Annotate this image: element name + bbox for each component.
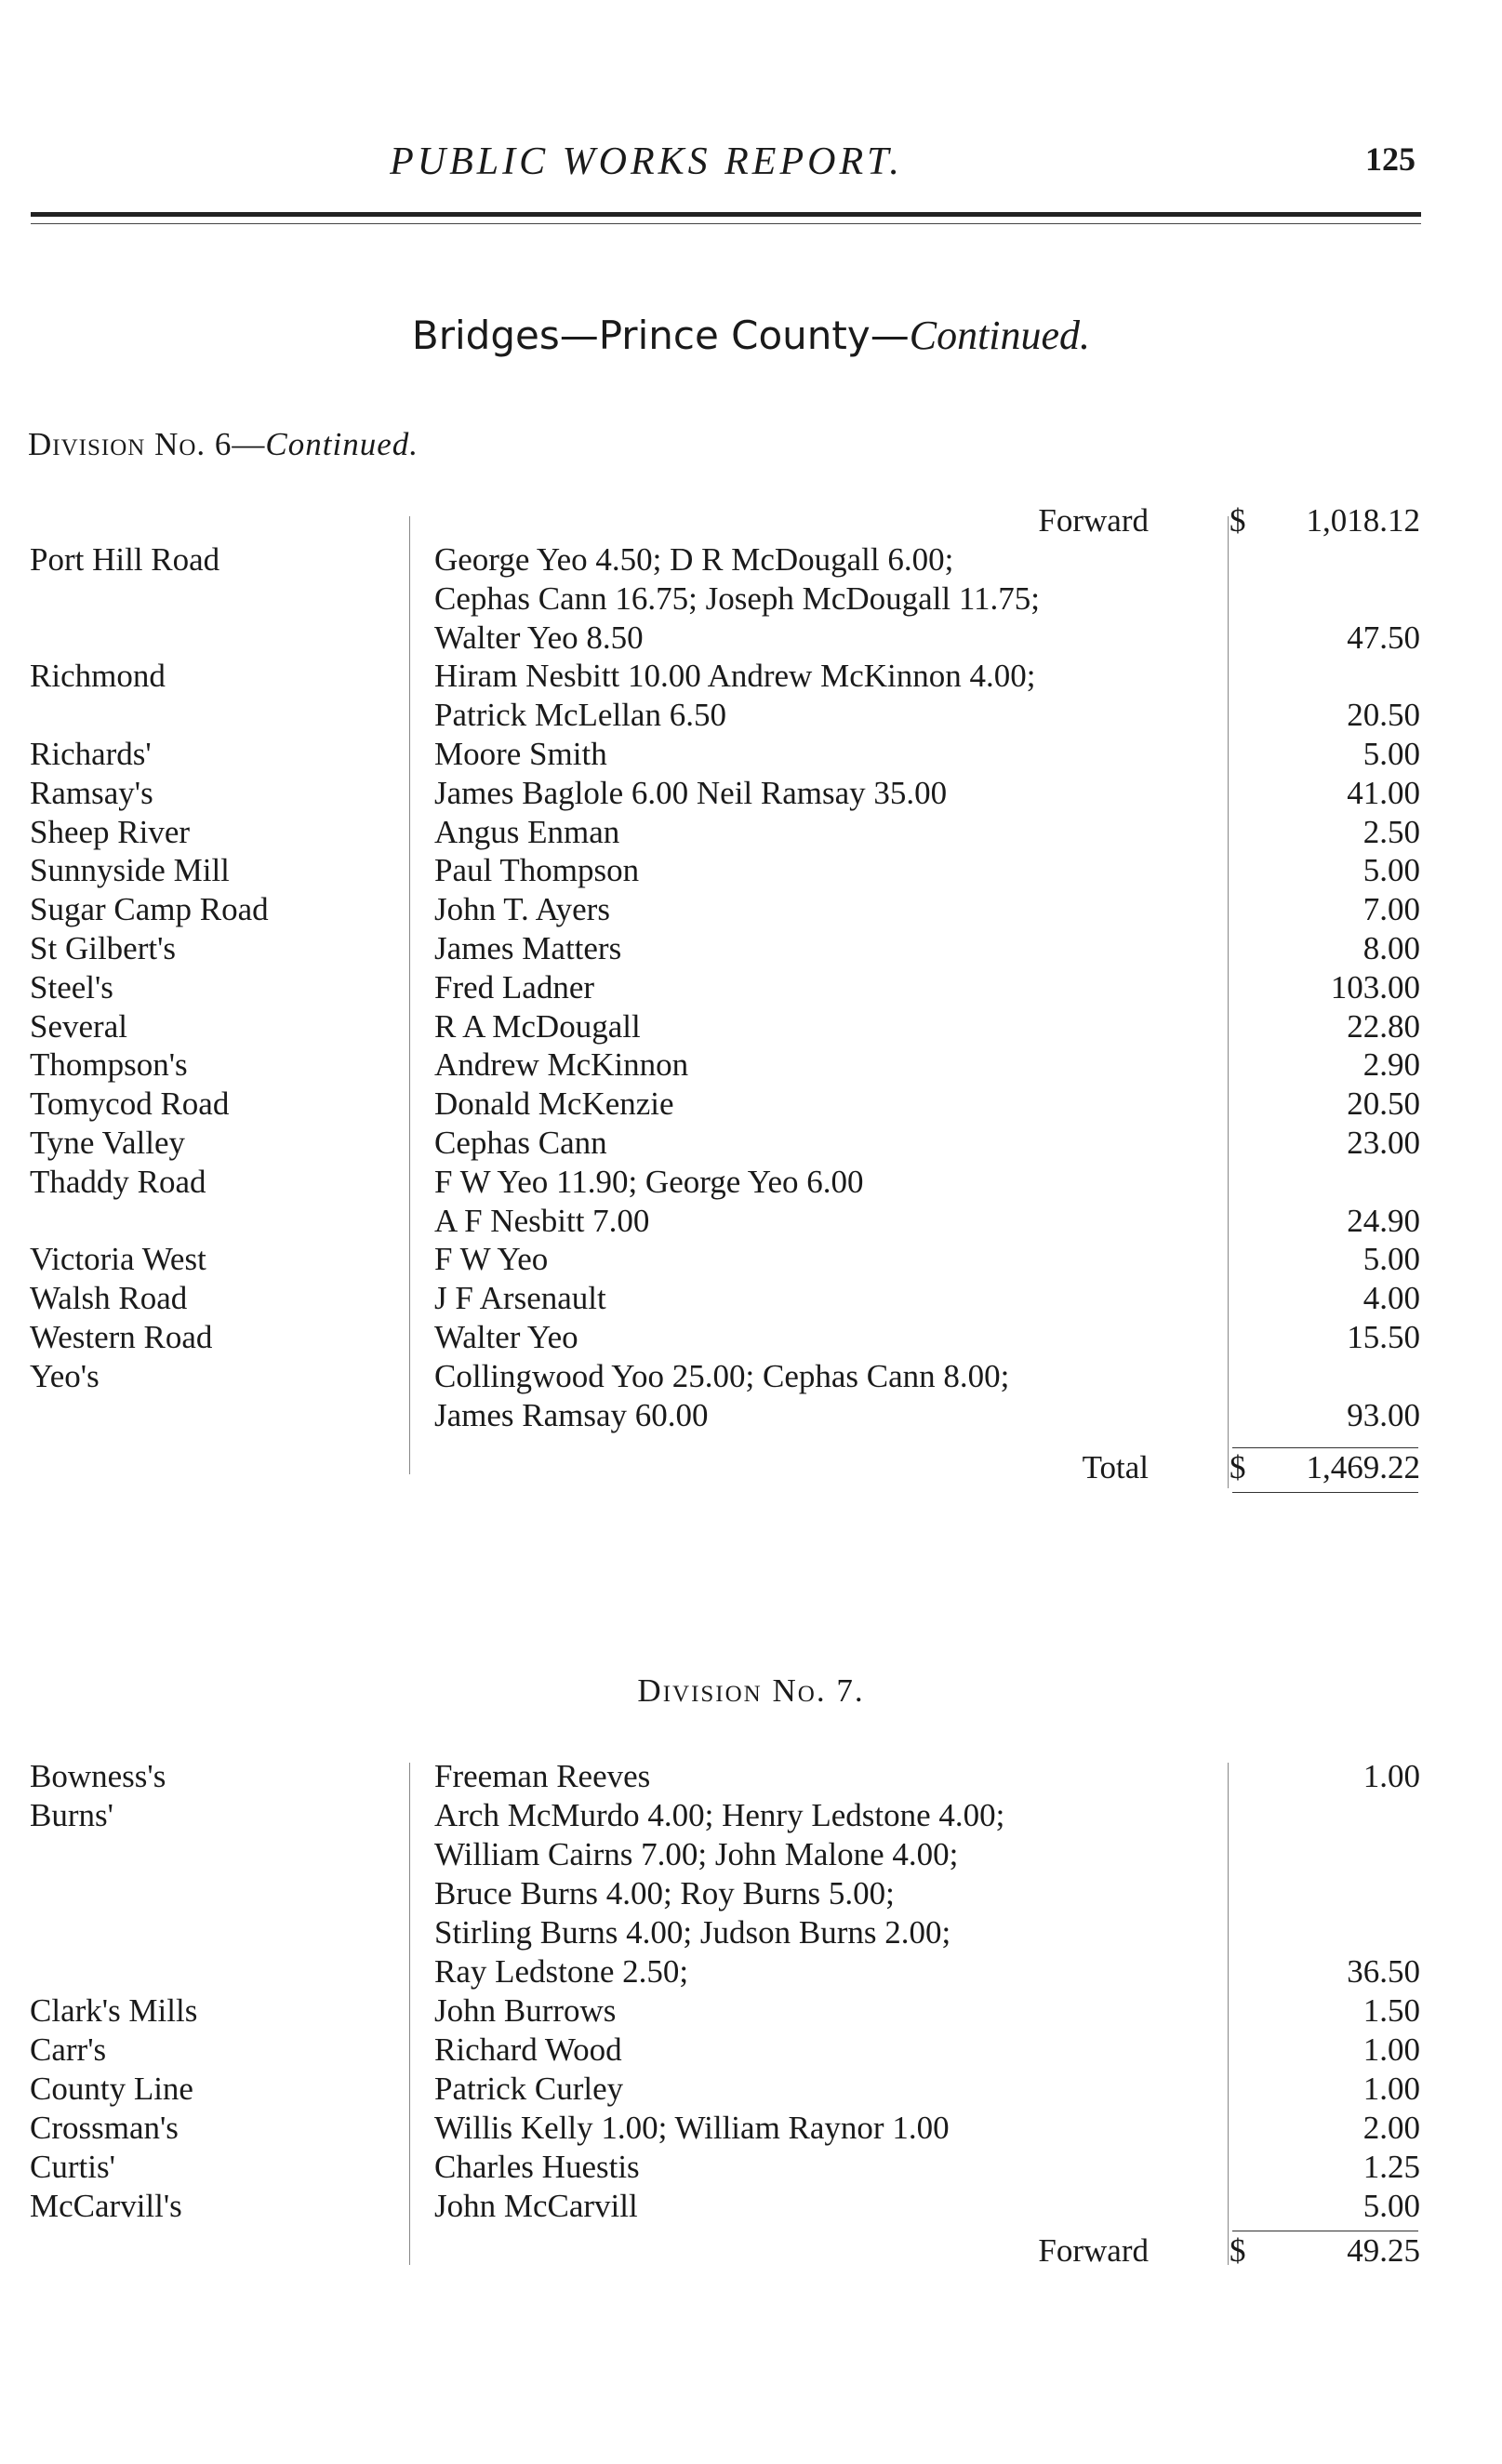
table-row	[0, 619, 1502, 659]
amount-cell: 41.00	[1347, 774, 1420, 811]
amount-cell: 1.25	[1362, 2149, 1420, 2185]
table-row	[0, 1164, 1502, 1203]
forward-row-7	[0, 2232, 1502, 2271]
table-row	[0, 1203, 1502, 1242]
description-cell: Stirling Burns 4.00; Judson Burns 2.00;	[434, 1914, 951, 1951]
location-cell: County Line	[30, 2071, 193, 2107]
description-cell: F W Yeo	[434, 1241, 549, 1278]
description-cell: Angus Enman	[434, 813, 620, 850]
description-cell: James Matters	[434, 930, 622, 966]
table-row	[0, 1397, 1502, 1436]
table-row	[0, 697, 1502, 736]
table-row	[0, 852, 1502, 891]
amount-cell: 2.50	[1362, 813, 1420, 850]
section-title-main: Bridges—Prince County—	[411, 313, 910, 358]
table-row	[0, 775, 1502, 814]
amount-cell: 1.00	[1362, 2071, 1420, 2107]
location-cell: Tyne Valley	[30, 1125, 186, 1161]
table-row	[0, 580, 1502, 619]
table-row	[0, 658, 1502, 697]
amount-cell: 2.90	[1362, 1046, 1420, 1084]
page-number: 125	[1365, 140, 1416, 178]
amount-cell: 5.00	[1362, 2188, 1420, 2224]
location-cell: Thaddy Road	[30, 1163, 206, 1200]
description-cell: Ray Ledstone 2.50;	[434, 1953, 689, 1990]
forward-dollar: $	[1230, 502, 1246, 539]
table-row	[0, 2071, 1502, 2110]
location-cell: Richmond	[30, 658, 166, 695]
location-cell: Richards'	[30, 736, 152, 772]
division-7-label: Division No. 7.	[637, 1672, 865, 1709]
amount-cell: 20.50	[1347, 697, 1420, 734]
division-6-heading	[28, 426, 419, 463]
description-cell: Moore Smith	[434, 736, 607, 772]
table-row	[0, 891, 1502, 930]
amount-cell: 4.00	[1362, 1280, 1420, 1317]
location-cell: Western Road	[30, 1319, 213, 1355]
description-cell: Fred Ladner	[434, 968, 595, 1006]
table-row	[0, 1953, 1502, 1992]
description-cell: Hiram Nesbitt 10.00 Andrew McKinnon 4.00;	[434, 658, 1036, 695]
table-row	[0, 736, 1502, 775]
location-cell: Crossman's	[30, 2110, 179, 2146]
location-cell: Walsh Road	[30, 1280, 188, 1317]
description-cell: Andrew McKinnon	[434, 1046, 689, 1084]
table-row	[0, 1125, 1502, 1164]
description-cell: Cephas Cann	[434, 1125, 607, 1161]
location-cell: Bowness's	[30, 1758, 166, 1794]
description-cell: Richard Wood	[434, 2031, 622, 2068]
description-cell: John McCarvill	[434, 2188, 638, 2224]
amount-cell: 1.50	[1362, 1992, 1420, 2029]
location-cell: Ramsay's	[30, 774, 153, 811]
amount-cell: 5.00	[1362, 852, 1420, 889]
description-cell: Charles Huestis	[434, 2149, 640, 2185]
amount-cell: 8.00	[1362, 930, 1420, 966]
description-cell: Arch McMurdo 4.00; Henry Ledstone 4.00;	[434, 1797, 1005, 1833]
table-row	[0, 1992, 1502, 2031]
amount-cell: 7.00	[1362, 891, 1420, 928]
description-cell: James Ramsay 60.00	[434, 1396, 709, 1433]
description-cell: J F Arsenault	[434, 1280, 606, 1317]
amount-cell: 103.00	[1330, 968, 1420, 1006]
description-cell: Donald McKenzie	[434, 1085, 674, 1123]
amount-cell: 2.00	[1362, 2110, 1420, 2146]
table-row	[0, 1241, 1502, 1280]
forward-amount-7: 49.25	[1347, 2232, 1420, 2269]
table-row	[0, 930, 1502, 969]
amount-cell: 1.00	[1362, 2031, 1420, 2068]
description-cell: R A McDougall	[434, 1007, 641, 1045]
description-cell: John Burrows	[434, 1992, 617, 2029]
location-cell: Thompson's	[30, 1046, 188, 1084]
forward-row	[0, 502, 1502, 541]
table-row	[0, 1085, 1502, 1125]
location-cell: Burns'	[30, 1797, 113, 1833]
forward-amount: 1,018.12	[1306, 502, 1420, 539]
description-cell: Walter Yeo 8.50	[434, 619, 644, 656]
section-title	[0, 312, 1502, 359]
header-rule-thick	[31, 212, 1421, 217]
description-cell: Cephas Cann 16.75; Joseph McDougall 11.75;	[434, 579, 1041, 617]
table-row	[0, 1797, 1502, 1836]
table-row	[0, 1875, 1502, 1914]
section-title-continued: Continued.	[909, 313, 1091, 358]
description-cell: Walter Yeo	[434, 1319, 578, 1355]
table-row	[0, 1358, 1502, 1397]
table-row	[0, 969, 1502, 1008]
amount-cell: 5.00	[1362, 1241, 1420, 1278]
location-cell: Yeo's	[30, 1357, 100, 1394]
description-cell: Collingwood Yoo 25.00; Cephas Cann 8.00;	[434, 1357, 1010, 1394]
description-cell: Bruce Burns 4.00; Roy Burns 5.00;	[434, 1875, 895, 1911]
description-cell: John T. Ayers	[434, 891, 610, 928]
description-cell: Paul Thompson	[434, 852, 640, 889]
total-dollar: $	[1230, 1449, 1246, 1485]
amount-cell: 20.50	[1347, 1085, 1420, 1123]
division-7-heading	[0, 1672, 1502, 1710]
location-cell: Several	[30, 1007, 127, 1045]
amount-cell: 5.00	[1362, 736, 1420, 772]
division-6-continued: Continued.	[265, 426, 419, 462]
description-cell: George Yeo 4.50; D R McDougall 6.00;	[434, 541, 954, 578]
location-cell: Tomycod Road	[30, 1085, 230, 1123]
table-row	[0, 2149, 1502, 2188]
location-cell: Victoria West	[30, 1241, 206, 1278]
total-row	[0, 1449, 1502, 1488]
table-row	[0, 541, 1502, 580]
description-cell: William Cairns 7.00; John Malone 4.00;	[434, 1836, 959, 1872]
description-cell: Freeman Reeves	[434, 1758, 651, 1794]
total-underline	[1232, 1492, 1418, 1493]
running-header-title: PUBLIC WORKS REPORT.	[390, 140, 903, 183]
amount-cell: 22.80	[1347, 1007, 1420, 1045]
location-cell: St Gilbert's	[30, 930, 177, 966]
forward-label: Forward	[1038, 502, 1149, 539]
table-row	[0, 1046, 1502, 1085]
table-row	[0, 1280, 1502, 1319]
table-row	[0, 1758, 1502, 1797]
total-rule	[1232, 1447, 1418, 1448]
amount-cell: 36.50	[1347, 1953, 1420, 1990]
description-cell: Patrick Curley	[434, 2071, 624, 2107]
description-cell: Willis Kelly 1.00; William Raynor 1.00	[434, 2110, 950, 2146]
total-amount: 1,469.22	[1306, 1449, 1420, 1485]
location-cell: Carr's	[30, 2031, 107, 2068]
forward-dollar-7: $	[1230, 2232, 1246, 2269]
location-cell: Sugar Camp Road	[30, 891, 269, 928]
location-cell: Sheep River	[30, 813, 191, 850]
amount-cell: 47.50	[1347, 619, 1420, 656]
location-cell: Sunnyside Mill	[30, 852, 230, 889]
description-cell: F W Yeo 11.90; George Yeo 6.00	[434, 1163, 864, 1200]
amount-cell: 23.00	[1347, 1125, 1420, 1161]
amount-cell: 93.00	[1347, 1396, 1420, 1433]
table-row	[0, 1914, 1502, 1953]
location-cell: Steel's	[30, 968, 113, 1006]
total-label: Total	[1082, 1449, 1149, 1485]
forward-label-7: Forward	[1038, 2232, 1149, 2269]
location-cell: Clark's Mills	[30, 1992, 198, 2029]
amount-cell: 15.50	[1347, 1319, 1420, 1355]
description-cell: James Baglole 6.00 Neil Ramsay 35.00	[434, 774, 948, 811]
header-rule-thin	[31, 223, 1421, 224]
division-6-label: Division No. 6—	[28, 426, 266, 462]
location-cell: Port Hill Road	[30, 541, 220, 578]
location-cell: McCarvill's	[30, 2188, 182, 2224]
description-cell: Patrick McLellan 6.50	[434, 697, 726, 734]
table-row	[0, 1319, 1502, 1358]
table-row	[0, 2110, 1502, 2149]
table-row	[0, 2031, 1502, 2071]
table-row	[0, 2188, 1502, 2227]
table-row	[0, 1008, 1502, 1047]
table-row	[0, 814, 1502, 853]
description-cell: A F Nesbitt 7.00	[434, 1202, 650, 1239]
location-cell: Curtis'	[30, 2149, 115, 2185]
table-row	[0, 1836, 1502, 1875]
amount-cell: 1.00	[1362, 1758, 1420, 1794]
amount-cell: 24.90	[1347, 1202, 1420, 1239]
